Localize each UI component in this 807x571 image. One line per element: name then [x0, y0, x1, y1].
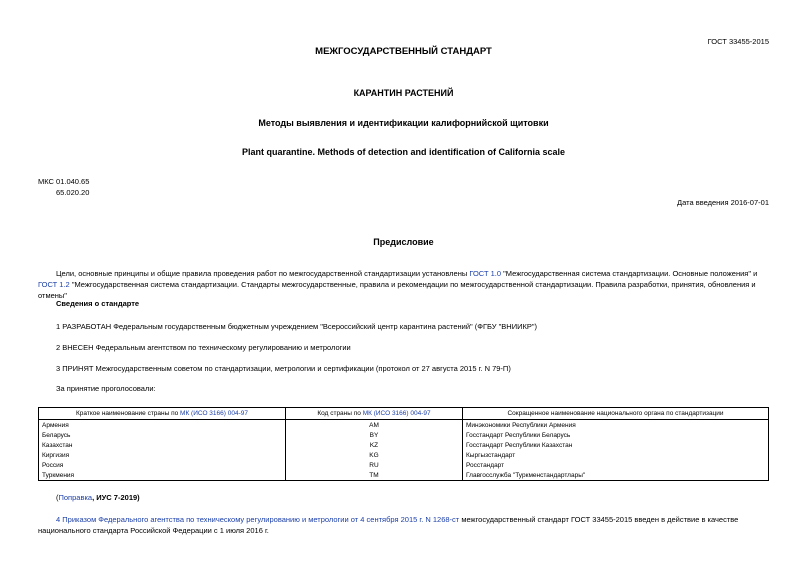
table-row: [39, 440, 769, 450]
gost-1-2-link[interactable]: ГОСТ 1.2: [38, 280, 70, 289]
header-code-text: Код страны по: [317, 410, 363, 417]
mks-code-1: МКС 01.040.65: [38, 177, 90, 186]
mk-iso-link-1[interactable]: МК (ИСО 3166) 004-97: [180, 410, 248, 417]
preface-text-b: "Межгосударственная система стандартизации. Основные положения" и: [501, 269, 758, 278]
cell-country: Киргизия: [39, 450, 286, 460]
preface-text-a: Цели, основные принципы и общие правила проведения работ по межгосударственной стандартизации установлены: [56, 269, 470, 278]
header-country-name: [39, 408, 286, 420]
amendment-note: [56, 493, 140, 502]
voted-label: За принятие проголосовали:: [56, 384, 156, 393]
document-subtitle: Методы выявления и идентификации калифорнийской щитовки: [258, 118, 549, 128]
cell-country: Туркмения: [39, 470, 286, 481]
cell-country: Россия: [39, 460, 286, 470]
table-row: [39, 470, 769, 481]
gost-1-0-link[interactable]: ГОСТ 1.0: [469, 269, 502, 278]
table-row: [39, 430, 769, 440]
preface-heading: Предисловие: [373, 237, 434, 247]
mks-codes: [38, 176, 89, 198]
cell-code: AM: [286, 420, 463, 431]
cell-body: Главгосслужба "Туркменстандартлары": [463, 470, 769, 481]
standard-type-heading: МЕЖГОСУДАРСТВЕННЫЙ СТАНДАРТ: [315, 46, 492, 57]
cell-body: Госстандарт Республики Беларусь: [463, 430, 769, 440]
cell-country: Беларусь: [39, 430, 286, 440]
item-order-paragraph: [38, 514, 769, 536]
cell-code: RU: [286, 460, 463, 470]
cell-country: Казахстан: [39, 440, 286, 450]
cell-body: Кыргызстандарт: [463, 450, 769, 460]
cell-country: Армения: [39, 420, 286, 431]
amendment-link[interactable]: Поправка: [58, 493, 93, 502]
cell-code: KZ: [286, 440, 463, 450]
voting-countries-table: [38, 407, 769, 481]
english-title: Plant quarantine. Methods of detection and identification of California scale: [241, 147, 566, 157]
amendment-ref: , ИУС 7-2019): [92, 493, 140, 502]
cell-body: Минэкономики Республики Армения: [463, 420, 769, 431]
document-title: КАРАНТИН РАСТЕНИЙ: [353, 88, 454, 98]
cell-body: Госстандарт Республики Казахстан: [463, 440, 769, 450]
about-standard-heading: Сведения о стандарте: [56, 299, 140, 308]
order-text: межгосударственный стандарт ГОСТ 33455-2015 введен в действие в качестве национального стандарта Российской Федерации с 1 июля 2016 г.: [38, 515, 739, 535]
order-link[interactable]: 4 Приказом Федерального агентства по техническому регулированию и метрологии от 4 сентября 2015 г. N 1268-ст: [56, 515, 460, 524]
mk-iso-link-2[interactable]: МК (ИСО 3166) 004-97: [362, 410, 431, 417]
introduction-date: Дата введения 2016-07-01: [677, 198, 769, 207]
cell-code: KG: [286, 450, 463, 460]
table-header-row: [39, 408, 769, 420]
header-country-text: Краткое наименование страны по: [76, 410, 181, 417]
table-row: [39, 460, 769, 470]
amendment-open: (: [56, 493, 59, 502]
cell-code: BY: [286, 430, 463, 440]
preface-text-c: "Межгосударственная система стандартизации. Стандарты межгосударственные, правила и рекомендации по межгосударственной стандартизации. Правила разработки, принятия, обновления и отмены": [38, 280, 756, 300]
table-row: [39, 420, 769, 431]
header-national-body: Сокращенное наименование национального органа по стандартизации: [463, 408, 769, 420]
document-code: ГОСТ 33455-2015: [707, 37, 769, 46]
preface-paragraph: [38, 268, 769, 301]
table-row: [39, 450, 769, 460]
item-submitted: 2 ВНЕСЕН Федеральным агентством по техническому регулированию и метрологии: [56, 343, 351, 352]
header-country-code: [286, 408, 463, 420]
item-developed: 1 РАЗРАБОТАН Федеральным государственным бюджетным учреждением "Всероссийский центр карантина растений" (ФГБУ "ВНИИКР"): [56, 322, 538, 331]
mks-code-2: 65.020.20: [56, 188, 90, 197]
cell-code: TM: [286, 470, 463, 481]
item-adopted: 3 ПРИНЯТ Межгосударственным советом по стандартизации, метрологии и сертификации (протокол от 27 августа 2015 г. N 79-П): [56, 364, 511, 373]
cell-body: Росстандарт: [463, 460, 769, 470]
